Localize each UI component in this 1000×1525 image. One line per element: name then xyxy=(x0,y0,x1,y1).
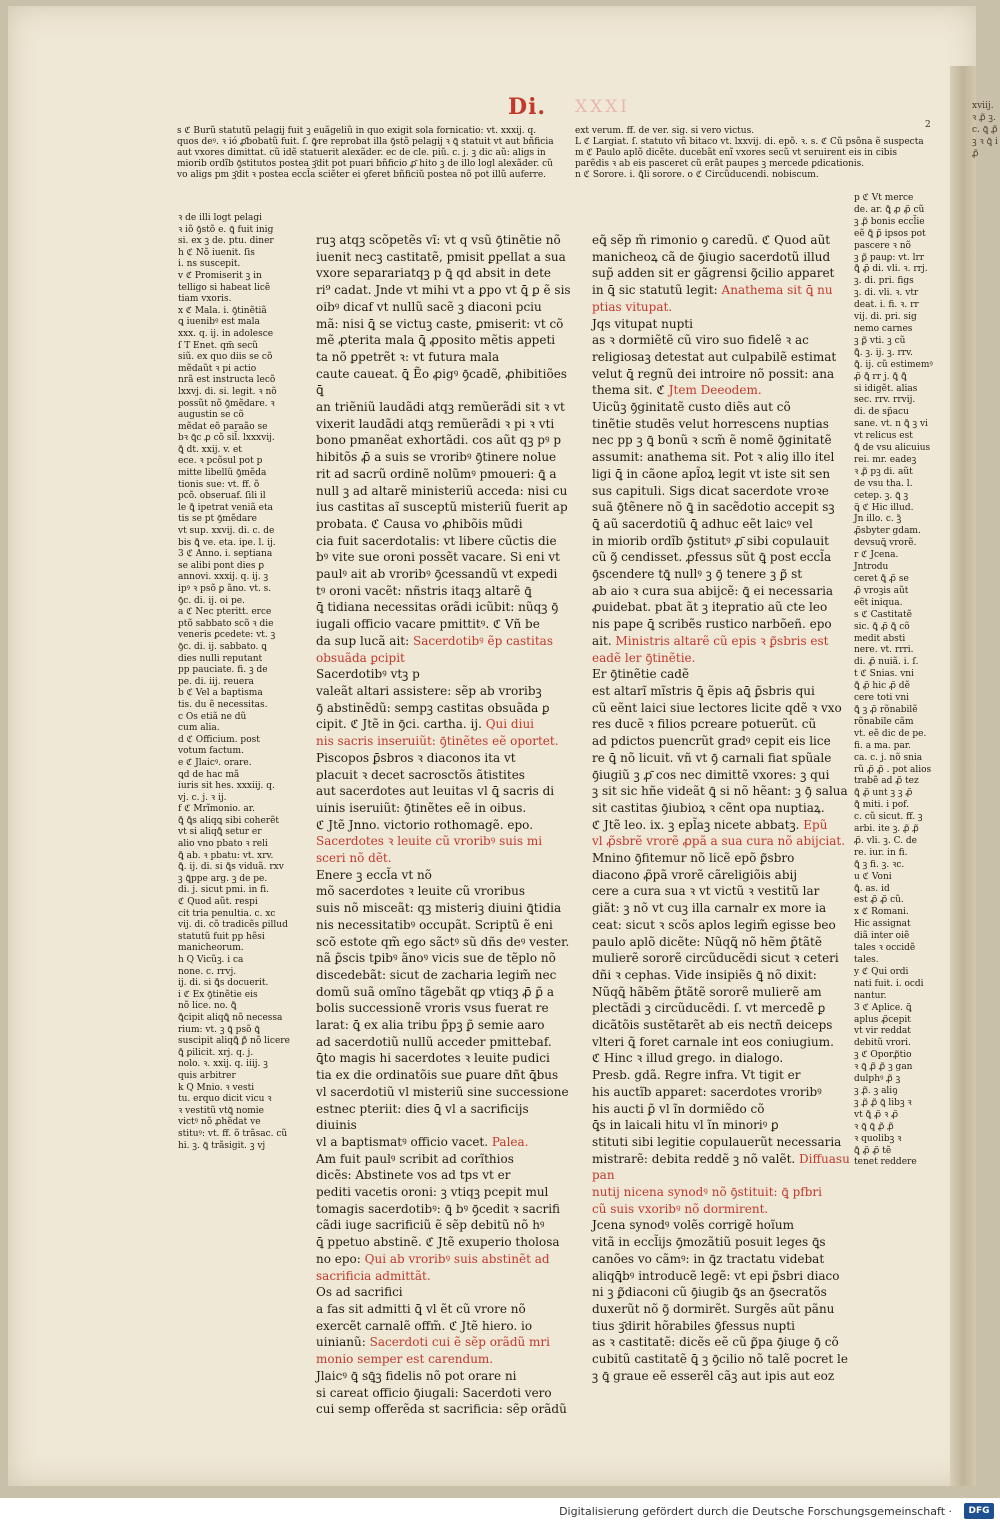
page-marker: 2 xyxy=(925,120,931,130)
col-b-rubric-1: Anathema sit ꝗ̄ nu ptias vitupat. xyxy=(592,283,833,314)
col-a-rubric-5: Palea. xyxy=(491,1134,529,1149)
col-b-rubric-2: Jtem Deeodem. xyxy=(668,383,762,398)
col-a-text-4: Enere ꝫ eccl̃a vt nõ mõ sacerdotes ꝛ leuite cũ vroribus suis nõ misceãt: qꝫ misteriꝫ diuini ꝗ̄tidia nis necessitatibꝰ occupãt. Scriptũ ẽ eni scõ estote qm̃ ego sãctꝰ sũ dñs deꝰ vester. nã ꝑ̃scis tꝑibꝰ ãnoꝰ vicis sue de tẽplo nõ discedebãt: sicut de zacharia legim̃ nec domũ suã omĩno tãgebãt qꝑ vtiqꝫ ꝓ̄ ꝑ̃ a bolis successionẽ vroris vsus fuerat re larat: ꝗ̄ ex alia tribu p̃pꝫ ꝑ̃ semie aaro ad sacerdotiũ nullũ acceder pmittebaf. ꝗ̄to magis hi sacerdotes ꝛ leuite pudici tia ex die ordinatõis sue ꝑuare dñt ꝗ̄bus vl sacerdotiũ vl misteriũ sine successione estnec pteriit: dies ꝗ̄ vl a sacrificijs diuinis vl a baptismatꝰ officio vacet. xyxy=(316,867,570,1149)
left-gloss-column: ꝛ de illi logt pelagi ꝛ iõ ꝯ̄stõ e. ꝗ̄ fuit inig si. ex ꝫ de. ptu. diner h ℭ Nõ iuenit. ſis i. ns suscepit. v ℭ Promiserit ꝫ in telligo si habeat licẽ tiam vxoris. x ℭ Mala. i. ꝯ̄tinẽtiã ꝗ iuenibꝰ est mala xxx. q. ij. in adolesce ſ T Enet. qm̃ secũ siũ. ex quo diis se cõ mẽdaũt ꝛ pi actio nrã est instructa lecõ lxxvj. di. si. legit. ꝛ nõ possũt nõ ꝯ̄mẽdare. ꝛ augustin se cõ mẽdat eõ paraão se bꝛ ꝗ̄c ꝓ cõ sil̃. lxxxvij. ꝗ̄ dt. xxij. v. et ece. ꝛ pcõsul pot p mitte libellũ ꝯ̄mẽda tionis sue: vt. ff. õ pcõ. obseruaf. ſili il le ꝗ̄ ipetrat veniã eta tis se pt ꝯ̄mẽdare vt sup. xxvij. di. c. de bis ꝗ̄ ve. eta. ipe. l. ij. 3 ℭ Anno. i. septiana se alibi pont dies ꝑ annovi. xxxij. q. ij. ꝫ ipꝰ ꝛ psõ ꝑ ãno. vt. s. ꝯ̄c. di. ij. oi pe. a ℭ Nec pteritt. erce ptõ sabbato scõ ꝛ die veneris ꝑcedete: vt. ꝫ ꝯ̄c. di. ij. sabbato. ꝗ dies nulli reputant pp pauciate. fi. ꝫ de pe. di. iij. reuera b ℭ Vel a baptisma tis. du ẽ necessitas. c Os etiã ne dũ cum alia. d ℭ Officium. post votum factum. e ℭ Jlaicꝰ. orare. ꝗd de hac mã iuris sit hes. xxxiij. q. vj. c. j. ꝛ ij. f ℭ Mrĩmonio. ar. ꝗ̄ ꝗ̄s aliqꝗ sibi coherẽt vt si aliqꝗ̄ setur er alio vno pbato ꝛ reli ꝗ̄ ab. ꝛ pbatu: vt. xrv. ꝗ̄. ij. di. si ꝗ̄s viduã. rxv ꝫ ꝗ̄ppe arg. ꝫ de pe. di. j. sicut pmi. in fi. ℭ Quod aũt. respi cit tria penultia. c. xc vij. di. cõ tradicẽs ꝑillud statutũ fuit pp hẽsi manicheorum. h Q Vicũꝫ. i ca none. c. rrvj. ij. di. si ꝗ̄s docuerit. i ℭ Ex ꝯ̄tinẽtie eis nõ lice. no. ꝗ̄ ꝗ̄cipit aliqꝗ̄ nõ necessa rium: vt. ꝫ ꝗ̄ psõ ꝗ̄ suscipit aliqꝗ̄ ꝑ̄ nõ licere ꝗ̄ ꝑilicit. xrj. q. j. nolo. ꝛ. xxij. q. iiij. ꝫ quis arbitrer k Q Mnio. ꝛ vesti tu. erquo dicit vicu ꝛ ꝛ vestitũ vtꝗ̄ nomie victꝰ nõ ꝓhẽdat ve stituꝰ: vt. ff. õ trãsac. cũ hi. ꝫ. ꝗ̄ trãsigit. ꝫ vj xyxy=(178,213,290,1151)
col-a-text-5: Am fuit paulꝰ scribit ad corĩthios dicẽs: Abstinete vos ad tps vt er pediti vacetis oroni: ꝫ vtiqꝫ pcepit mul tomagis sacerdotibꝰ: ꝗ̄ bꝰ ꝯ̄cedit ꝛ sacrifi cãdi iuge sacrificiũ ẽ sẽp debitũ nõ hꝰ ꝗ̄ ppetuo abstinẽ. ℭ Jtẽ exuperio tholosa no epo: xyxy=(316,1151,561,1266)
col-a-rubric-4: Sacerdotes ꝛ leuite cũ vroribꝰ suis mi sceri nõ dẽt. xyxy=(316,834,543,866)
top-gloss-right: ext verum. ff. de ver. sig. si vero victus. L ℭ Largiat. ſ. statuto vñ bitaco vt. lxxvij. di. epõ. ꝛ. s. ℭ Cũ psõna ẽ suspecta m ℭ Paulo aplõ dicẽte. ducebãt enĩ vxores secũ vt seruirent eis in cibis parẽdis ꝛ ab eis pasceret cũ erãt paupes ꝫ mercede ꝑdicationis. n ℭ Sorore. i. ꝗ̄li sorore. o ℭ Circũducendi. nobiscum. xyxy=(575,126,924,180)
col-b-text-4: Er ꝯ̄tinẽtie cadẽ est altarĩ mĩstris ꝗ̄ ẽpis aꝗ̄ ꝑ̃sbris qui cũ eẽnt laici siue lectores licite qdẽ ꝛ vxo res ducẽ ꝛ filios pcreare potuerũt. cũ ad pdictos puencrũt gradꝰ cepit eis lice re ꝗ̄ nõ licuit. vñ vt ꝯ̄ carnali fiat spũale ꝯ̄iugiũ ꝫ ꝓ̄ cos nec dimittẽ vxores: ꝫ qui ꝫ sit sic hñe videãt ꝗ̄ si nõ hẽant: ꝫ ꝯ̄ salua sit castitas ꝯ̄iubioꝝ ꝛ cẽnt opa nuptiaꝝ. ℭ Jtẽ leo. ix. ꝫ epl̃aꝫ nicete abbatꝫ. xyxy=(592,667,848,832)
col-a-rubric-2: obsuãda ꝑcipit xyxy=(316,650,405,665)
col-b-text-3: Uicũꝫ ꝯ̄ginitatẽ custo diẽs aut cõ tinẽtie studẽs velut horrescens nuptias nec pp ꝫ ꝗ̄ bonũ ꝛ scm̃ ẽ nomẽ ꝯ̄ginitatẽ assumit: anathema sit. Pot ꝛ aliꝯ illo itel ligi ꝗ̄ in cãone apl̃oꝝ legit vt iste sit sen sus capituli. Sigs dicat sacerdote vroꝛe suã ꝯ̄tẽnere nõ ꝗ̄ in sacẽdotio accepit sꝫ ꝗ̄ aũ sacerdotiũ ꝗ̄ adhuc eẽt laicꝰ vel in miorib ordĩb ꝯ̄stitutꝰ ꝓ̄ sibi copulauit cũ ꝯ̃ cendisset. ꝓfessus sũt ꝗ̄ post eccl̃a ꝯ̄scendere tꝗ̄ nullꝰ ꝫ ꝯ̄ tenere ꝫ ꝑ̃ st ab aio ꝛ cura sua abijcẽ: ꝗ̄ ei necessaria ꝓuidebat. pbat ãt ꝫ itepratio aũ cte leo nis pape ꝗ̄ scribẽs rustico narbõeñ. epo ait. xyxy=(592,400,835,648)
dfg-logo: DFG xyxy=(964,1503,994,1519)
distinction-number: XXXI xyxy=(575,97,631,117)
col-b-text-5: Mnino ꝯ̄fitemur nõ licẽ epõ ꝑ̃sbro diacono ꝓ̃pã vrorẽ cãreligiõis abij cere a cura sua ꝛ vt victũ ꝛ vestitũ lar giãt: ꝫ nõ vt cuꝫ illa carnalr ex more ia ceat: sicut ꝛ scõs aplos legim̃ egisse beo paulo aplõ dicẽte: Nũqꝗ̃ nõ hẽm ꝑ̃tãtẽ mulierẽ sororẽ circũducẽdi sicut ꝛ ceteri dñi ꝛ cephas. Vide insipiẽs ꝗ̄ nõ dixit: Nũqꝗ̃ hãbẽm ꝑ̃tãtẽ sororẽ mulierẽ am plectãdi ꝫ circũducẽdi. ſ. vt mercedẽ ꝑ dicãtõis sustẽtarẽt ab eis nectñ deiceps vlteri ꝗ̃ foret carnale int eos coniugium. ℭ Hinc ꝛ illud grego. in dialogo. Presb. gdã. Regre infra. Vt tigit er his auctĩb apparet: sacerdotes vroribꝰ his aucti ꝑ̃ vl ĩn dormiẽdo cõ ꝗ̄s in laicali hitu vl ĩn minoriꝰ ꝑ stituti sibi legitie copulauerũt necessaria mistrarẽ: debita reddẽ ꝫ nõ valẽt. xyxy=(592,851,842,1166)
col-a-rubric-3: Qui diui nis sacris inseruiũt: ꝯ̄tinẽtes eẽ oportet. xyxy=(316,717,559,749)
digitization-footer xyxy=(0,1498,1000,1525)
col-a-text-1: ruꝫ atqꝫ scõpetẽs vĩ: vt q vsũ ꝯ̄tinẽtie nõ iuenit necꝫ castitatẽ, pmisit ꝑpellat a sua vxore separariatqꝫ p ꝗ̄ qd absit in dete ri⁹ cadat. Jnde vt mihi vt a ꝑpo vt ꝗ̄ ꝑ ẽ sis oibꝰ dicaf vt nullũ sacẽ ꝫ diaconi pciu mã: nisi ꝗ̄ se victuꝫ caste, ꝑmiserit: vt cõ mẽ ꝓterita mala ꝗ̄ ꝓposito mẽtis appeti ta nõ ꝑpetrẽt ꝛ: vt futura mala caute caueat. ꝗ̄ Ẽo ꝓigꝰ ꝯ̄cadẽ, ꝓhibitiões ꝗ̄ an triẽniũ laudãdi atqꝫ remũerãdi sit ꝛ vt vixerit laudãdi atqꝫ remũerãdi ꝛ pi ꝛ vti bono pmanẽat exhortãdi. cos aũt qꝫ pꝰ p hibitõs ꝓ̄ a suis se vroribꝰ ꝯ̄tinere nolue rit ad sacrũ ordinẽ nolũmꝰ pmoueri: ꝗ̄ a null ꝫ ad altarẽ ministeriũ acceda: nisi cu ius castitas aĩ susceptũ misteriũ fuerit ap probata. ℭ Causa vo ꝓhibõis mũdi cia fuit sacerdotalis: vt libere cũctis die bꝰ vite sue oroni possẽt vacare. Si eni vt paulꝰ ait ab vroribꝰ ꝯ̄cessandũ vt expedi tꝰ oroni vacẽt: nñstris itaqꝫ altarẽ ꝗ̄ ꝗ̄ tidiana necessitas orãdi icũbit: nũqꝫ ꝯ̄ iugali officio vacare pmittitꝰ. ℭ Vñ be da sup lucã ait: xyxy=(316,233,571,648)
top-gloss-left: s ℭ Burũ statutũ pelagij fuit ꝫ euãgeliũ in quo exigit sola fornicatio: vt. xxxij. q. quos deꝰ. ꝛ ió ꝓ̄bobatũ fuit. ſ. ꝙ̄re reprobat illa ꝯ̄stõ pelagij ꝛ ꝗ̄ statuit vt aut bñficia aut vxores dimittat. cũ idẽ statuerit alexãder. ec de cle. piũ. c. j. ꝫ dic aũ: aligs in miorib ordĩb ꝯ̄stitutos postea ꝫ̄dit pot puari bñficio ꝓ̄ hito ꝫ de illo logl alexãder. cũ vo aligs pm ꝫ̄dit ꝛ postea eccl̃a sciẽter ei ꝯferet bñficiũ postea nõ pot illũ auferre. xyxy=(177,126,554,180)
distinction-heading: Di. xyxy=(508,94,547,120)
right-gloss-column: p ℭ Vt merce de. ar. ꝗ̄ ꝓ ꝓ̃ cũ ꝫ ꝓ̃ bonis eccl̃ie eẽ ꝗ̄ ꝑ̃ ipsos pot pascere ꝛ nõ ꝫ ꝑ̃ pauꝑ: vt. lrr ꝗ̄ ꝓ̃ di. vli. ꝛ. rrj. ꝫ. di. pri. figs ꝫ. di. vli. ꝛ. vtr deat. i. fi. ꝛ. rr vij. di. pri. sig nemo carnes ꝫ ꝑ̃ vti. ꝫ cũ ꝗ̄. ꝫ. ij. ꝫ. rrv. ꝗ̄. ij. cũ estimemꝰ ꝓ̃ ꝗ̄ rr j. ꝗ̄ ꝗ̄ si idigẽt. alias sec. rrv. rrvij. di. de sp̃acu sane. vt. n ꝗ̄ ꝫ vi vt relicus est ꝗ̄ de vsu alicuius rei. mr. eadeꝫ ꝛ ꝓ̃ pꝫ di. aũt de vsu tha. l. cetep. ꝫ. ꝗ̄ ꝫ ꝗ̃ ℭ Hic illud. Jn illo. c. ꝫ̃ ꝓ̃sbyter gdam. devsuꝗ̃ vrorẽ. r ℭ Jcena. Jntrodu ceret ꝗ̄ ꝓ̃ se ꝓ̃ vroꝫis aũt eẽt iniqua. s ℭ Castitatẽ sic. ꝗ̄ ꝓ̃ ꝗ̄ cõ medit absti nere. vt. rrri. di. ꝓ̃ nuiã. i. ſ. t ℭ Snias. vni ꝗ̄ ꝓ̃ hic ꝓ̃ dẽ cere toti vni ꝗ̄ ꝫ ꝓ̃ rõnabilẽ rõnabile cãm vt. eẽ dic de pe. fi. a ma. par. ca. c. j. nõ snia rũ ꝓ̃ ꝓ̃ . pot alios trabẽ ad ꝓ̃ tez ꝗ̄ ꝓ̃ unt ꝫ ꝫ ꝓ̃ ꝗ̄ miti. i pof. c. cũ sicut. ff. ꝫ arbi. ite ꝫ. ꝓ̃ ꝓ̃ ꝓ̃. vli. ꝫ. C. de re. iur. in fi. ꝗ̄ ꝫ fi. ꝫ. ꝛc. u ℭ Voni ꝗ̄. as. id est ꝓ̃ ꝓ̃ cũ. x ℭ Romani. Hic assignat diã inter oiẽ tales ꝛ occidẽ tales. y ℭ Qui ordi nati fuit. i. ocdi nantur. 3 ℭ Aplice. ꝗ̃ aplus ꝓ̃cepit vt vir reddat debitũ vrori. ꝫ ℭ Oporꝓ̃tio ꝛ ꝗ̄ ꝓ̃ ꝓ̃ ꝫ gan dulphꝰ ꝓ̃ ꝫ ꝫ ꝓ̃. ꝫ aliꝯ ꝫ ꝓ̃ ꝓ̃ ꝗ̄ libꝫ ꝛ vt ꝗ̄ ꝓ̃ ꝛ ꝓ̃ ꝛ ꝗ̄ ꝗ̄ ꝓ̃ ꝓ̃ ꝛ quolibꝫ ꝛ ꝗ̄ ꝓ̃ ꝓ̃ tẽ tenet reddere xyxy=(854,193,933,1168)
col-b-rubric-4: Epũ vl ꝓ̃sbrẽ vrorẽ ꝓpã a sua cura nõ abijciat. xyxy=(592,817,846,849)
main-text-column-b xyxy=(592,232,862,1385)
main-text-column-a xyxy=(316,232,571,1418)
adjacent-page-fragment: xviij. ꝛ ꝓ̃ ꝫ. c. ꝗ̄ ꝓ̃ ꝫ ꝛ ꝗ̄ i ꝓ̃ xyxy=(972,101,998,159)
col-a-text-6: Os ad sacrifici a fas sit admitti ꝗ̄ vl ẽt cũ vrore nõ exercẽt carnalẽ offm̃. ℭ Jtẽ hiero. io uinianũ: xyxy=(316,1285,533,1350)
col-b-rubric-5: Diffuasu pan nutij nicena synodꝰ nõ ꝯ̄stituit: ꝗ̄ pfbri cũ suis vxoribꝰ nõ dormirent. xyxy=(592,1151,850,1216)
col-a-rubric-6: Qui ab vroribꝰ suis abstinẽt ad sacrificia admittãt. xyxy=(316,1251,550,1283)
col-b-rubric-3: Ministris altarẽ cũ epis ꝛ ꝑ̃sbris est eadẽ ler ꝯ̄tinẽtie. xyxy=(592,633,829,665)
col-b-text-6: Jcena synodꝰ volẽs corrigẽ hoĩum vitã in eccl̃ijs ꝯ̄mozãtiũ posuit leges ꝗ̄s canões vo cãmꝰ: in ꝗ̄z tractatu videbat aliqꝗ̄bꝰ introducẽ legẽ: vt epi ꝑ̃sbri diaco ni ꝫ ꝑ̃diaconi cũ ꝯ̄iugib ꝗ̄s an ꝯ̄secratõs duxerũt nõ ꝯ̃ dormirẽt. Surgẽs aũt pãnu tius ꝫ̄dirit hõrabiles ꝯ̄fessus nupti as ꝛ castitatẽ: dicẽs eẽ cũ ꝑ̃pa ꝯ̄iuge ꝯ̄ cõ cubitũ castitatẽ ꝗ̄ ꝫ ꝯ̄cilio nõ talẽ pocret le ꝫ ꝗ̄ graue eẽ esserẽl cãꝫ aut ipis aut eoz xyxy=(592,1218,848,1383)
col-b-text-1: eꝗ̃ sẽp m̃ rimonio ꝯ caredũ. ℭ Quod aũt manicheoꝝ cã de ꝯ̄iugio sacerdotũ illud sup̃ adden sit er gãgrensi ꝯ̃cilio apparet in ꝗ̄ sic statutũ legit: xyxy=(592,233,835,298)
col-a-text-7: Jlaicꝰ ꝗ̄ sꝗ̄ꝫ fidelis nõ pot orare ni si careat officio ꝯ̄iugali: Sacerdoti vero cui semp offerẽda st sacrificia: sẽp orãdũ xyxy=(316,1368,567,1417)
col-a-rubric-7: Sacerdoti cui ẽ sẽp orãdũ mri monio semper est carendum. xyxy=(316,1335,550,1367)
funding-notice: Digitalisierung gefördert durch die Deutsche Forschungsgemeinschaft · xyxy=(559,1505,952,1518)
col-b-text-2: Jqs vitupat nupti as ꝛ dormiẽtẽ cũ viro suo fidelẽ ꝛ ac religiosaꝫ detestat aut culpabilẽ estimat velut ꝗ̄ regnũ dei introire nõ possit: ana thema sit. ℭ xyxy=(592,316,837,398)
col-a-text-2: Sacerdotibꝰ vtꝫ p valeãt altari assistere: sẽp ab vroribꝫ ꝯ̄ abstinẽdũ: sempꝫ castitas obsuãda ꝑ cipit. ℭ Jtẽ in ꝯ̄ci. cartha. ij. xyxy=(316,667,550,732)
col-a-text-3: Piscopos ꝑ̄sbros ꝛ diaconos ita vt placuit ꝛ decet sacrosctõs ãtistites aut sacerdotes aut leuitas vl ꝗ̄ sacris di uinis iseruiũt: ꝯ̄tinẽtes eẽ in oibus. ℭ Jtẽ Jnno. victorio rothomagẽ. epo. xyxy=(316,750,555,832)
col-a-rubric-1: Sacerdotibꝰ ẽp castitas xyxy=(412,633,553,648)
